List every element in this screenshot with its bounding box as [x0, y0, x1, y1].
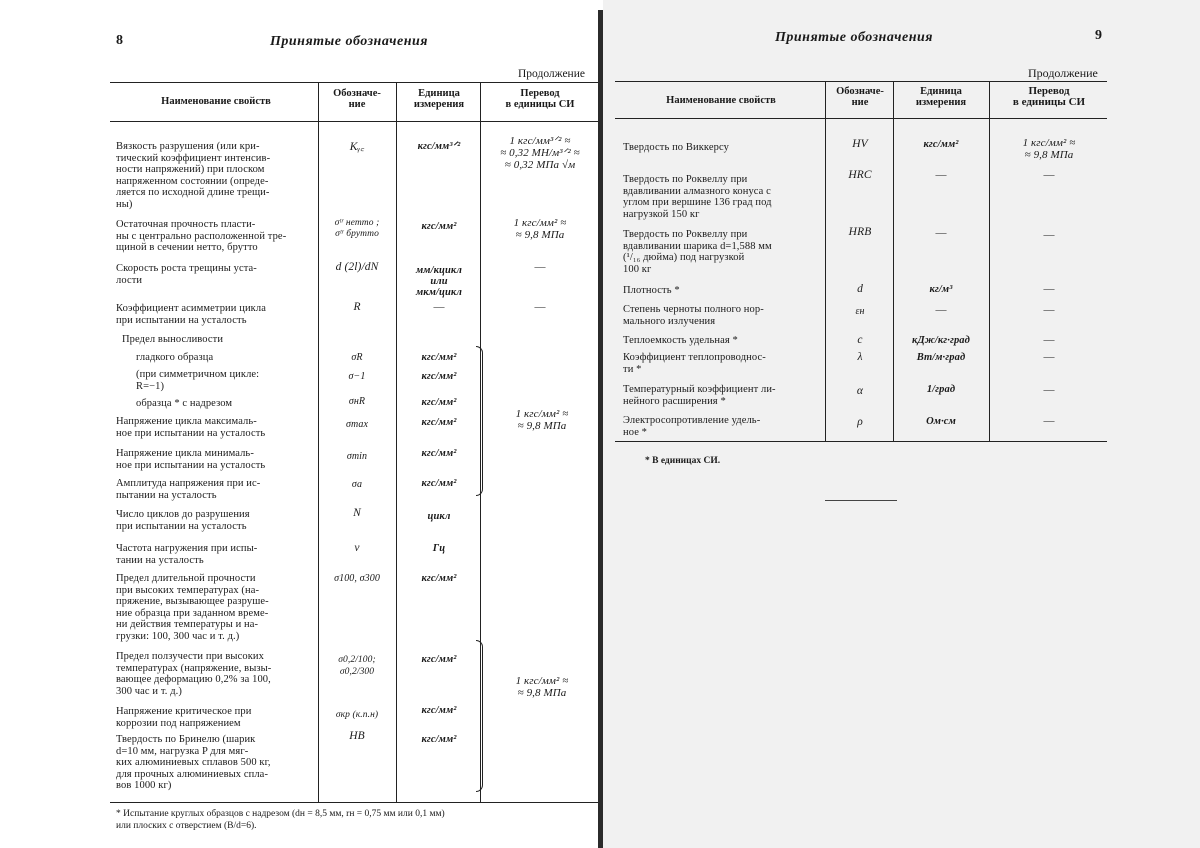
- group-conversion: 1 кгс/мм² ≈ ≈ 9,8 МПа: [515, 675, 569, 699]
- row-conversion: —: [1043, 304, 1055, 316]
- header-unit: Единица измерения: [413, 88, 465, 110]
- row-conversion: —: [1043, 169, 1055, 181]
- header-name: Наименование свойств: [161, 96, 271, 107]
- row-unit: —: [935, 304, 947, 316]
- row-name: Твердость по Роквеллу при вдавливании алмазного конуса с углом при вершине 136 град под нагрузкой 150 кг: [623, 174, 772, 220]
- continuation-label: Продолжение: [518, 68, 585, 80]
- column-divider: [318, 82, 319, 802]
- row-name: Вязкость разрушения (или кри- тический коэффициент интенсив- ности напряжений) при плоском напряженном состоянии (опреде- ляется по исходной длине трещи- ны): [116, 141, 271, 210]
- column-divider: [396, 82, 397, 802]
- right-page: [603, 0, 1200, 848]
- row-conversion: —: [1043, 384, 1055, 396]
- running-title: Принятые обозначения: [775, 30, 933, 45]
- header-unit: Единица измерения: [915, 86, 967, 108]
- row-name: Частота нагружения при испы- тании на усталость: [116, 543, 258, 566]
- end-rule: [825, 500, 897, 501]
- footnote: * В единицах СИ.: [645, 456, 721, 466]
- row-unit: кгс/мм²: [421, 221, 457, 232]
- row-conversion: 1 кгс/мм² ≈ ≈ 9,8 МПа: [513, 217, 567, 241]
- row-unit: кДж/кг·град: [912, 335, 970, 346]
- row-name: Предел выносливости: [122, 334, 224, 345]
- row-symbol: c: [857, 334, 863, 346]
- row-unit: кгс/мм²: [421, 573, 457, 584]
- row-symbol: ρ: [857, 416, 863, 428]
- row-name: Число циклов до разрушения при испытании на усталость: [116, 509, 250, 532]
- row-conversion: 1 кгс/мм² ≈ ≈ 9,8 МПа: [1022, 137, 1076, 161]
- header-symbol: Обозначе- ние: [333, 88, 381, 110]
- row-name: Напряжение критическое при коррозии под напряжением: [116, 706, 252, 729]
- row-symbol: σнR: [348, 396, 366, 407]
- row-name: Напряжение цикла минималь- ное при испытании на усталость: [116, 448, 266, 471]
- row-symbol: ν: [354, 542, 360, 554]
- row-unit: кгс/мм²: [421, 478, 457, 489]
- row-symbol: Kᵧ꜀: [349, 141, 365, 153]
- row-symbol: σ100, σ300: [334, 573, 380, 584]
- row-unit: —: [935, 169, 947, 181]
- row-symbol: σR: [351, 352, 363, 363]
- row-conversion: —: [1043, 351, 1055, 363]
- row-name: Теплоемкость удельная *: [623, 335, 738, 346]
- row-name: Коэффициент асимметрии цикла при испытании на усталость: [116, 303, 266, 326]
- row-unit: Ом·см: [926, 416, 956, 427]
- header-conversion: Перевод в единицы СИ: [1012, 85, 1086, 108]
- row-symbol: σᵗʳ нетто ; σᵗʳ брутто: [334, 218, 380, 239]
- row-name: Твердость по Бринелю (шарик d=10 мм, нагрузка P для мяг- ких алюминиевых сплавов 500 кг, для прочных алюминиевых спла- вов 1000 кг): [116, 734, 271, 791]
- row-conversion: —: [1043, 283, 1055, 295]
- row-symbol: d: [857, 283, 863, 295]
- row-symbol: d (2l)/dN: [335, 261, 379, 273]
- header-name: Наименование свойств: [666, 95, 776, 106]
- row-unit: кгс/мм²: [421, 734, 457, 745]
- row-name: Остаточная прочность пласти- ны с центрально расположенной тре- щиной в сечении нетто, брутто: [116, 219, 287, 253]
- row-unit: кгс/мм²: [923, 139, 959, 150]
- table-top-rule: [615, 81, 1107, 82]
- page-number: 8: [116, 33, 123, 48]
- row-unit: кгс/мм²: [421, 417, 457, 428]
- row-conversion: —: [534, 261, 546, 273]
- row-symbol: σmin: [346, 451, 368, 462]
- row-conversion: —: [1043, 334, 1055, 346]
- row-unit: —: [433, 301, 445, 313]
- row-name: гладкого образца: [136, 352, 214, 363]
- row-name: Коэффициент теплопроводнос- ти *: [623, 352, 766, 375]
- group-brace: [476, 346, 483, 496]
- row-unit: цикл: [427, 511, 451, 522]
- row-symbol: σкр (к.п.н): [335, 710, 379, 720]
- row-unit: Гц: [432, 543, 446, 554]
- row-symbol: εн: [855, 306, 865, 317]
- footnote: * Испытание круглых образцов с надрезом (dн = 8,5 мм, rн = 0,75 мм или 0,1 мм) или плоских с отверстием (B/d=6).: [116, 809, 445, 831]
- row-unit: кгс/мм²: [421, 352, 457, 363]
- row-symbol: σ0,2/100; σ0,2/300: [338, 655, 376, 677]
- row-name: Скорость роста трещины уста- лости: [116, 263, 257, 286]
- row-unit: кгс/мм²: [421, 371, 457, 382]
- header-symbol: Обозначе- ние: [836, 86, 884, 108]
- row-symbol: N: [353, 507, 361, 519]
- row-symbol: HB: [349, 730, 365, 742]
- row-symbol: λ: [857, 351, 863, 363]
- column-divider: [989, 81, 990, 441]
- row-unit: кгс/мм²: [421, 397, 457, 408]
- row-name: Плотность *: [623, 285, 680, 296]
- table-header-rule: [110, 121, 600, 122]
- row-symbol: HV: [852, 138, 868, 150]
- row-symbol: σ−1: [348, 371, 366, 382]
- row-unit: —: [935, 227, 947, 239]
- row-unit: кгс/мм²: [421, 654, 457, 665]
- row-name: Амплитуда напряжения при ис- пытании на усталость: [116, 478, 261, 501]
- row-symbol: α: [856, 385, 864, 397]
- row-unit: мм/кцикл или мкм/цикл: [415, 265, 463, 298]
- row-name: Твердость по Роквеллу при вдавливании шарика d=1,588 мм (¹/₁₆ дюйма) под нагрузкой 100 кг: [623, 229, 772, 275]
- row-conversion: —: [1043, 415, 1055, 427]
- column-divider: [825, 81, 826, 441]
- row-name: Степень черноты полного нор- мального излучения: [623, 304, 764, 327]
- header-conversion: Перевод в единицы СИ: [505, 88, 575, 110]
- table-header-rule: [615, 118, 1107, 119]
- column-divider: [893, 81, 894, 441]
- group-brace: [476, 640, 483, 792]
- row-name: (при симметричном цикле: R=−1): [136, 369, 260, 392]
- row-name: Напряжение цикла максималь- ное при испытании на усталость: [116, 416, 266, 439]
- table-bottom-rule: [615, 441, 1107, 442]
- group-conversion: 1 кгс/мм² ≈ ≈ 9,8 МПа: [515, 408, 569, 432]
- row-symbol: σmax: [346, 419, 368, 430]
- row-symbol: HRB: [848, 226, 872, 238]
- row-conversion: 1 кгс/мм³ᐟ² ≈ ≈ 0,32 МН/м³ᐟ² ≈ ≈ 0,32 МПа √м: [500, 135, 580, 171]
- row-unit: Вт/м·град: [916, 352, 966, 363]
- row-unit: кгс/мм²: [421, 448, 457, 459]
- continuation-label: Продолжение: [1028, 66, 1098, 80]
- row-symbol: HRC: [848, 169, 872, 181]
- row-name: Предел длительной прочности при высоких температурах (на- пряжение, вызывающее разруше- ние образца при заданном време- ни действия температуры и на- грузки: 100, 300 час и т. д.): [116, 573, 269, 642]
- row-conversion: —: [534, 301, 546, 313]
- page-number: 9: [1095, 28, 1102, 43]
- row-conversion: —: [1043, 229, 1055, 241]
- table-bottom-rule: [110, 802, 600, 803]
- table-top-rule: [110, 82, 600, 83]
- row-name: Электросопротивление удель- ное *: [623, 415, 761, 438]
- row-name: Температурный коэффициент ли- нейного расширения *: [623, 384, 776, 407]
- row-unit: кгс/мм²: [421, 705, 457, 716]
- running-title: Принятые обозначения: [270, 34, 428, 49]
- row-name: Предел ползучести при высоких температурах (напряжение, вызы- вающее деформацию 0,2% за 100, 300 час и т. д.): [116, 651, 272, 697]
- row-symbol: σa: [351, 479, 363, 490]
- row-symbol: R: [353, 301, 361, 313]
- row-unit: 1/град: [926, 384, 956, 395]
- row-name: Твердость по Виккерсу: [623, 142, 729, 153]
- row-name: образца * с надрезом: [136, 398, 233, 409]
- row-unit: кгс/мм³ᐟ²: [417, 141, 461, 152]
- row-unit: кг/м³: [929, 284, 953, 295]
